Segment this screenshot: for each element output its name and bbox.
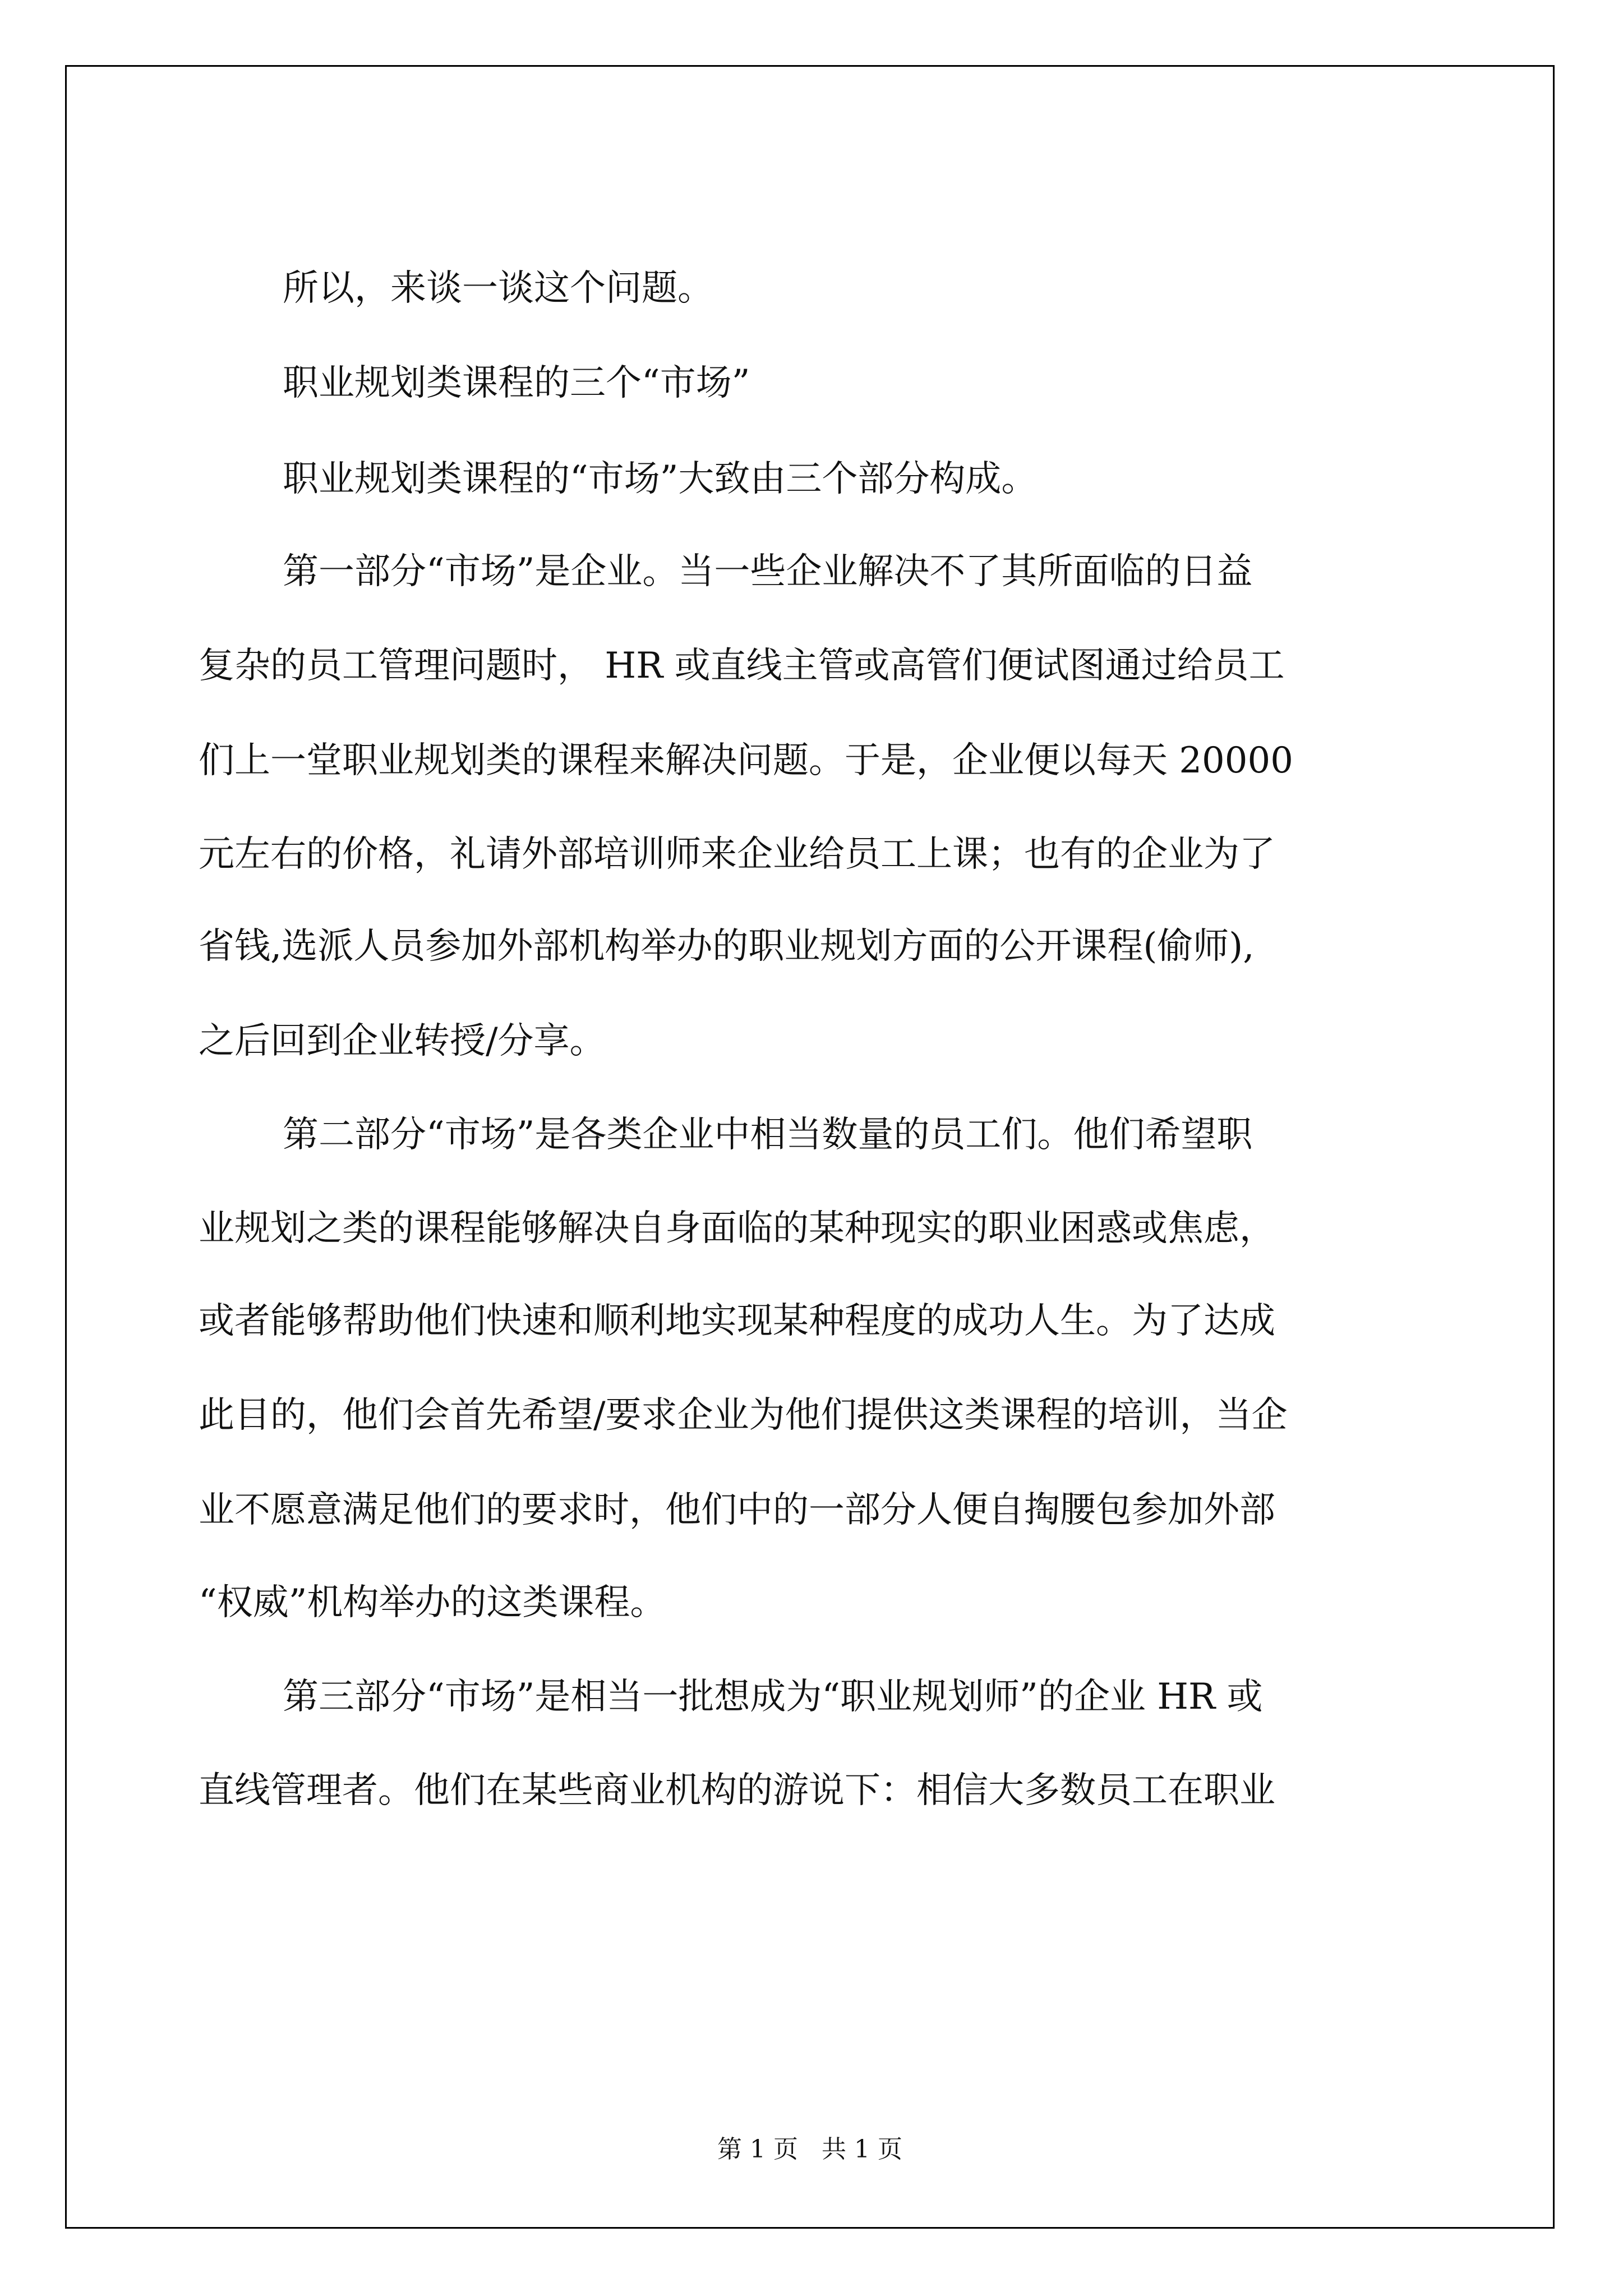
paragraph-line: 第一部分“市场”是企业。当一些企业解决不了其所面临的日益 [283,551,1253,592]
paragraph-line: 第三部分“市场”是相当一批想成为“职业规划师”的企业 HR 或 [283,1676,1263,1718]
paragraph-line: 省钱,选派人员参加外部机构举办的职业规划方面的公开课程(偷师), [199,926,1255,967]
paragraph-line: 业不愿意满足他们的要求时，他们中的一部分人便自掏腰包参加外部 [199,1489,1275,1531]
paragraph-line: “权威”机构举办的这类课程。 [199,1582,666,1623]
paragraph-line: 职业规划类课程的“市场”大致由三个部分构成。 [283,458,1038,500]
page-frame [65,65,1555,2229]
paragraph-line: 或者能够帮助他们快速和顺利地实现某种程度的成功人生。为了达成 [199,1300,1275,1342]
paragraph-line: 业规划之类的课程能够解决自身面临的某种现实的职业困惑或焦虑， [199,1208,1275,1249]
paragraph-line: 之后回到企业转授/分享。 [199,1020,606,1062]
paragraph-line: 此目的，他们会首先希望/要求企业为他们提供这类课程的培训，当企 [199,1395,1288,1436]
paragraph-line: 第二部分“市场”是各类企业中相当数量的员工们。他们希望职 [283,1114,1253,1156]
section-heading: 职业规划类课程的三个“市场” [283,362,750,404]
paragraph-line: 们上一堂职业规划类的课程来解决问题。于是，企业便以每天 20000 [199,740,1293,781]
paragraph-line: 元左右的价格，礼请外部培训师来企业给员工上课；也有的企业为了 [199,834,1275,875]
paragraph-line: 直线管理者。他们在某些商业机构的游说下：相信大多数员工在职业 [199,1770,1275,1811]
paragraph-line: 所以，来谈一谈这个问题。 [283,268,713,309]
paragraph-line: 复杂的员工管理问题时， HR 或直线主管或高管们便试图通过给员工 [199,645,1285,687]
document-body [67,67,1553,2227]
page-number: 第 1 页 共 1 页 [717,2135,902,2164]
